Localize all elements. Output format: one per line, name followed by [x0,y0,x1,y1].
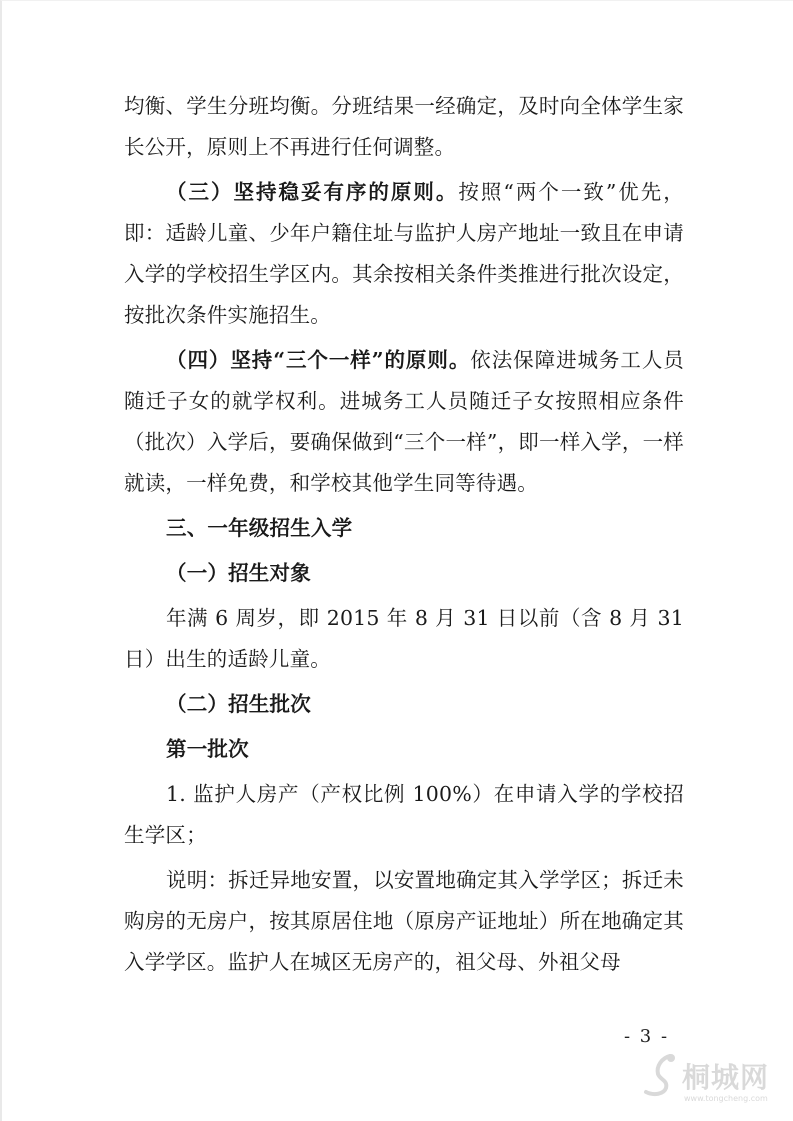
paragraph-text: 均衡、学生分班均衡。分班结果一经确定，及时向全体学生家长公开，原则上不再进行任何调整。 [124,94,684,159]
watermark [640,1050,790,1114]
watermark-text: 桐城网 [682,1061,770,1094]
item-one-text: 1. 监护人房产（产权比例 100%）在申请入学的学校招生学区； [124,782,684,847]
note-text: 说明：拆迁异地安置，以安置地确定其入学学区；拆迁未购房的无房户，按其原居住地（原房产证地址）所在地确定其入学学区。监护人在城区无房产的，祖父母、外祖父母 [124,868,684,974]
paragraph-3 [124,340,684,504]
page-number: - 3 - [624,1026,670,1047]
paragraph-lead: （三）坚持稳妥有序的原则。 [166,180,459,204]
watermark-url: www.tongcheng.com [684,1094,768,1103]
sub-one-title: （一）招生对象 [166,561,311,585]
paragraph-text: 依法保障进城务工人员随迁子女的就学权利。进城务工人员随迁子女按照相应条件（批次）入学后，要确保做到“三个一样”，即一样入学，一样就读，一样免费，和学校其他学生同等待遇。 [124,348,684,495]
paragraph-2 [124,172,684,336]
section-three-title: 三、一年级招生入学 [166,516,353,540]
sub-two-title: （二）招生批次 [166,692,311,716]
paragraph-text: 按照“两个一致”优先，即：适龄儿童、少年户籍住址与监护人房产地址一致且在申请入学的学校招生学区内。其余按相关条件类推进行批次设定，按批次条件实施招生。 [124,180,684,327]
paragraph-lead: （四）坚持“三个一样”的原则。 [166,348,471,372]
batch-one-title: 第一批次 [166,737,249,761]
sub-one-text: 年满 6 周岁，即 2015 年 8 月 31 日以前（含 8 月 31 日）出生的适龄儿童。 [124,606,684,671]
paragraph-1 [124,86,684,168]
watermark-logo-icon [640,1050,680,1100]
document-body [124,86,684,987]
